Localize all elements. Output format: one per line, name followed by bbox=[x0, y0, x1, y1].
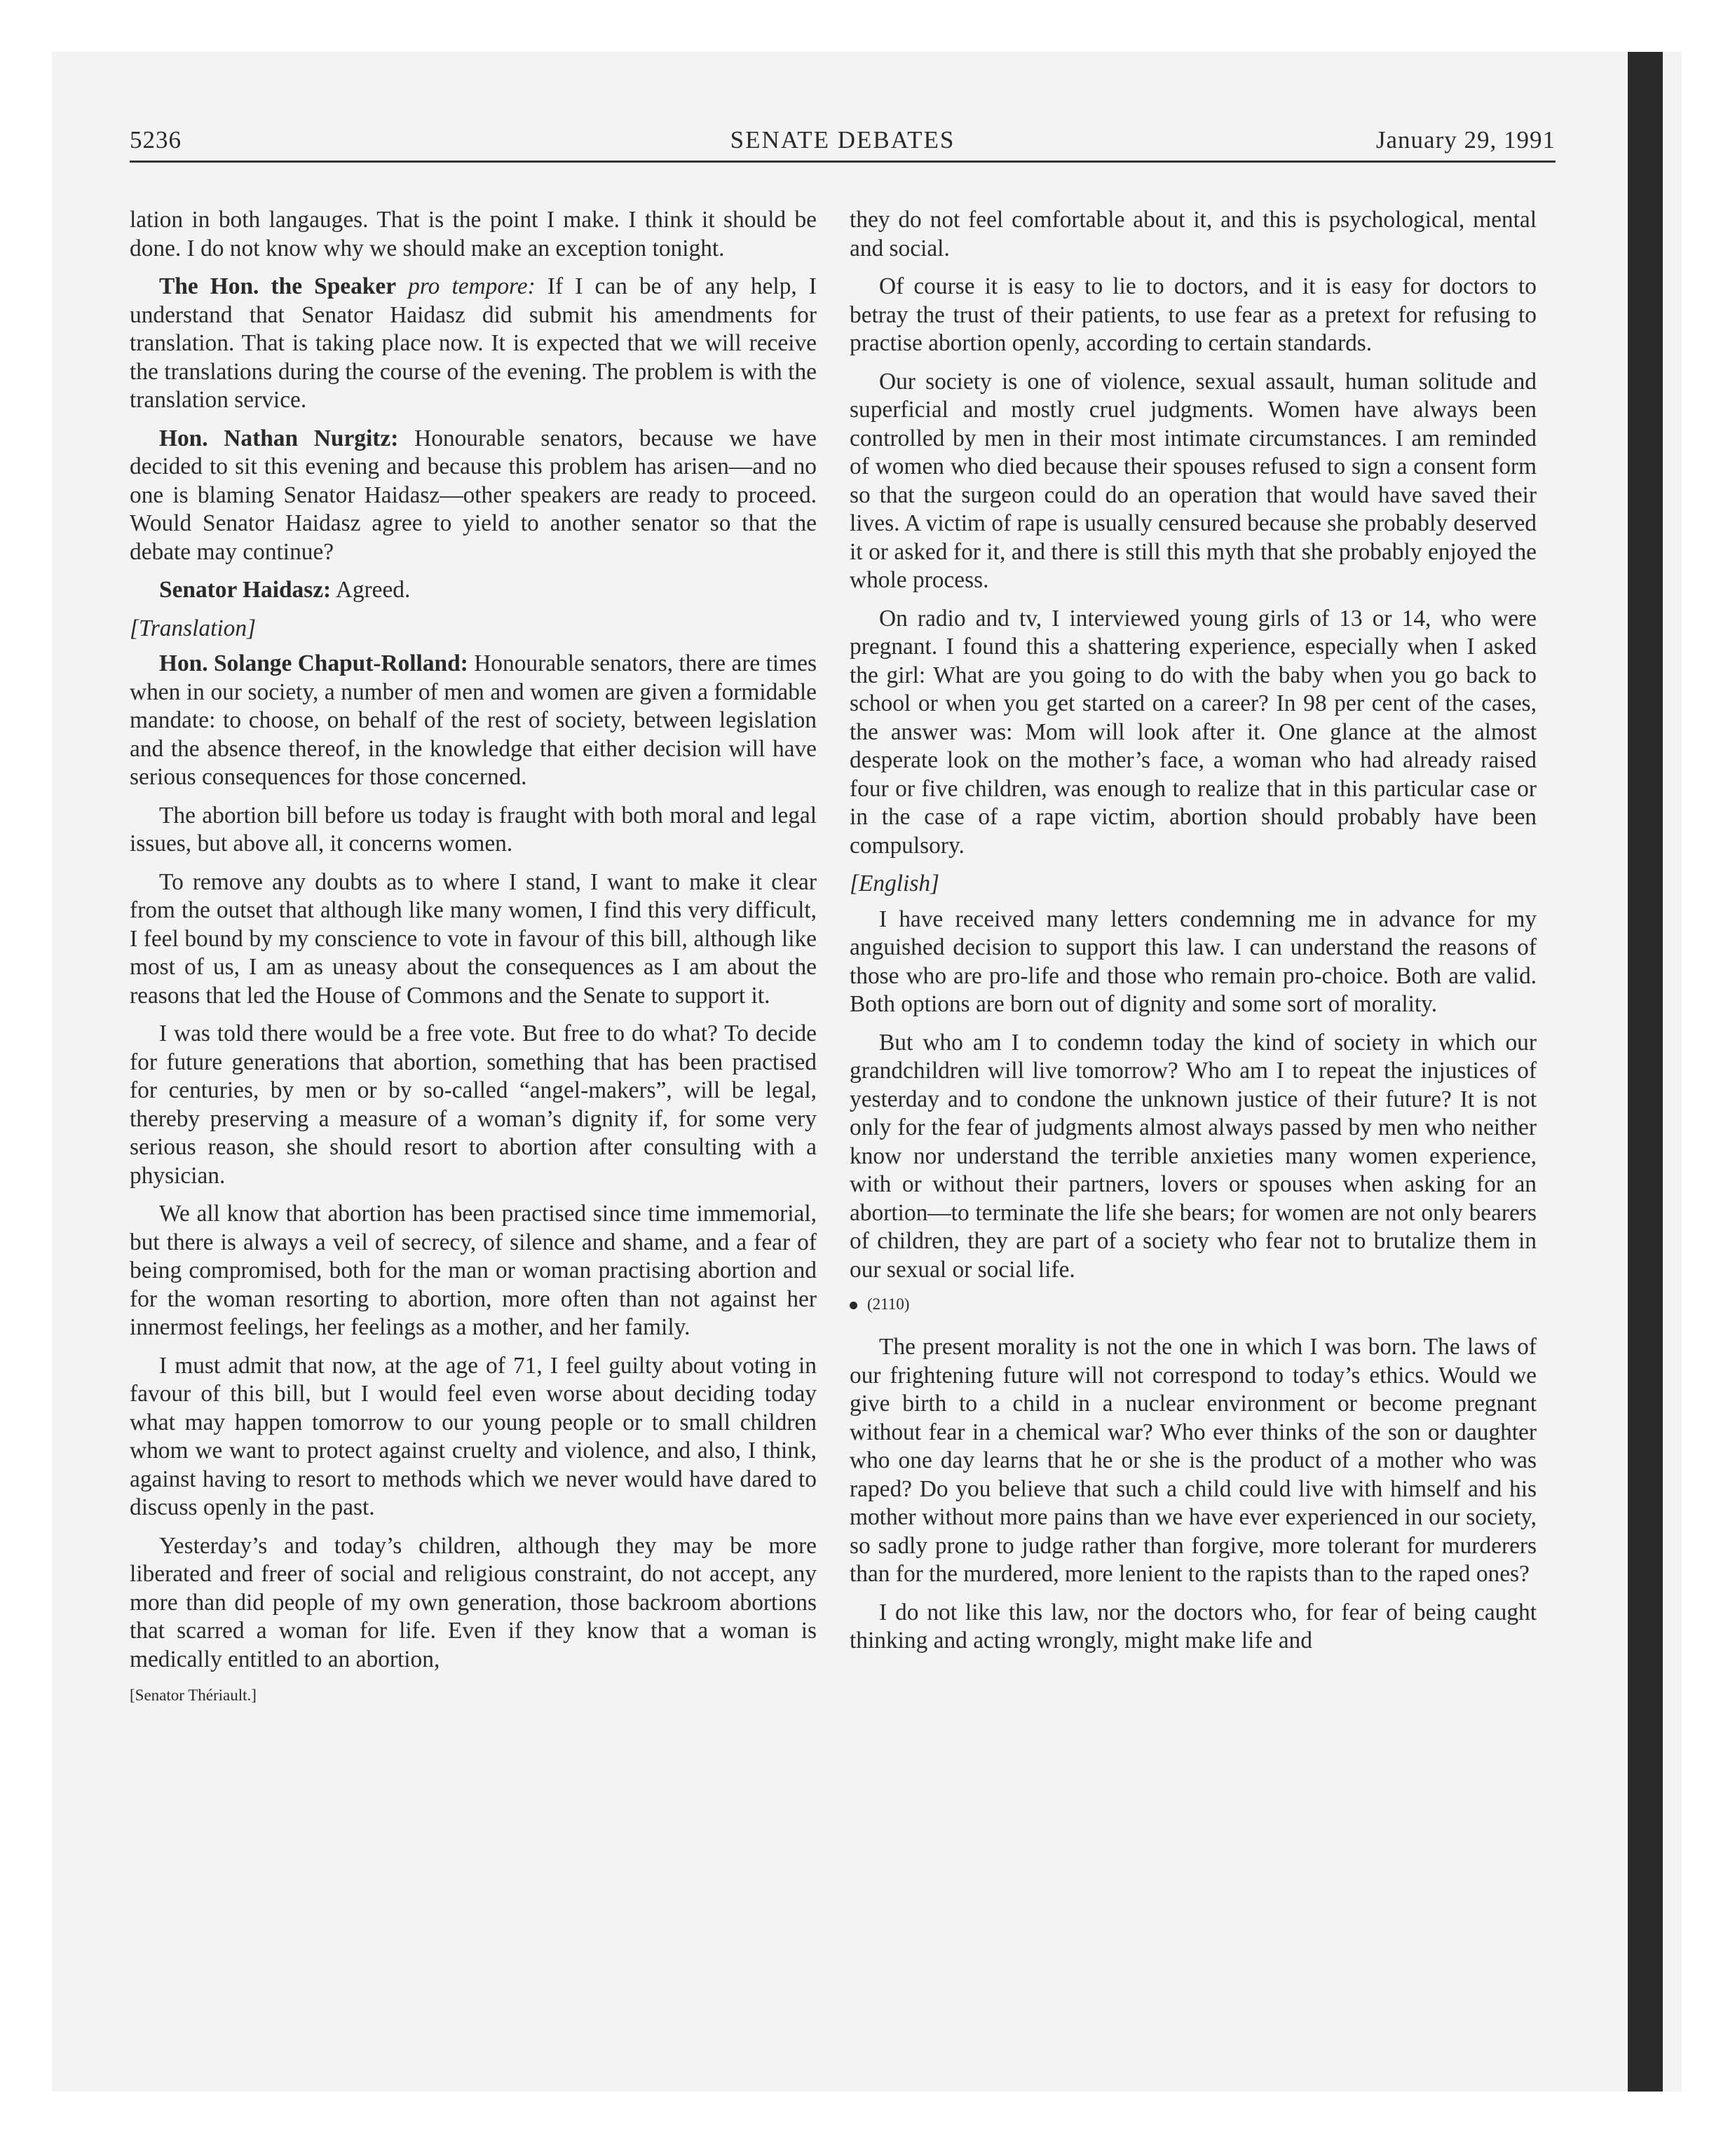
speech-paragraph bbox=[130, 425, 817, 567]
paragraph: The present morality is not the one in which I was born. The laws of our frightening future will not correspond to today’s ethics. Would we give birth to a child in a nuclear environment or become pregnant without fear in a chemical war? Who ever thinks of the son or daughter who one day learns that he or she is the product of a mother who was raped? Do you believe that such a child could live with himself and his mother without more pains than we have ever experienced in our society, so sadly prone to judge rather than forgive, more tolerant for murderers than for the murdered, more lenient to the rapists than to the raped ones? bbox=[850, 1334, 1537, 1587]
scan-border bbox=[1628, 52, 1663, 2092]
speech-paragraph bbox=[130, 650, 817, 792]
speaker-role: pro tempore: bbox=[408, 273, 536, 299]
paragraph: To remove any doubts as to where I stand, I want to make it clear from the outset that although like many women, I find this very difficult, I feel bound by my conscience to vote in favour of this bill, although like most of us, I am as uneasy about the consequences as I am about the reasons that led the House of Commons and the Senate to support it. bbox=[130, 868, 817, 1009]
speech-text: Honourable senators, there are times when in our society, a number of men and women are given a formidable mandate: to choose, on behalf of the rest of society, between legislation and the absence thereof, in the knowledge that either decision will have serious consequences for those concerned. bbox=[130, 650, 817, 790]
speaker-name: Hon. Nathan Nurgitz: bbox=[159, 425, 399, 451]
page-number: 5236 bbox=[130, 126, 182, 153]
speaker-name: Hon. Solange Chaput-Rolland: bbox=[159, 650, 468, 676]
speech-paragraph bbox=[130, 273, 817, 415]
paragraph: I have received many letters condemning me in advance for my anguished decision to support this law. I can understand the reasons of those who are pro-life and those who remain pro-choice. Both are valid. Both options are born out of dignity and some sort of morality. bbox=[850, 906, 1537, 1017]
right-column bbox=[850, 206, 1537, 1665]
paragraph: I was told there would be a free vote. But free to do what? To decide for future generations that abortion, something that has been practised for centuries, by men or by so-called “angel-makers”, will be legal, thereby preserving a measure of a woman’s dignity if, for some very serious reason, she should resort to abortion after consulting with a physician. bbox=[130, 1021, 817, 1189]
paragraph: We all know that abortion has been practised since time immemorial, but there is always a veil of secrecy, of silence and shame, and a fear of being compromised, both for the man or woman practising abortion and for the woman resorting to abortion, more often than not against her innermost feelings, her feelings as a mother, and her family. bbox=[130, 1201, 817, 1340]
paragraph: I must admit that now, at the age of 71, I feel guilty about voting in favour of this bill, but I would feel even worse about deciding today what may happen tomorrow to our young people or to small children whom we want to protect against cruelty and violence, and also, I think, against having to resort to methods which we never would have dared to discuss openly in the past. bbox=[130, 1352, 817, 1520]
speech-text: Agreed. bbox=[335, 577, 411, 603]
header-date: January 29, 1991 bbox=[1375, 126, 1556, 153]
header-rule bbox=[130, 161, 1556, 163]
footnote: [Senator Thériault.] bbox=[130, 1686, 257, 1704]
paragraph: lation in both langauges. That is the point I make. I think it should be done. I do not know why we should make an exception tonight. bbox=[130, 207, 817, 261]
speaker-name: The Hon. the Speaker bbox=[159, 273, 397, 299]
time-marker bbox=[850, 1294, 1537, 1315]
section-label-english: [English] bbox=[850, 871, 940, 896]
time-stamp: (2110) bbox=[867, 1295, 910, 1313]
paragraph: I do not like this law, nor the doctors who, for fear of being caught thinking and acting wrongly, might make life and bbox=[850, 1599, 1537, 1653]
left-column bbox=[130, 206, 817, 1716]
speech-text: If I can be of any help, I understand that Senator Haidasz did submit his amendments for translation. That is taking place now. It is expected that we will receive the translations during the course of the evening. The problem is with the translation service. bbox=[130, 273, 817, 413]
speech-paragraph bbox=[130, 576, 817, 605]
section-label-translation: [Translation] bbox=[130, 615, 257, 641]
paragraph: Our society is one of violence, sexual assault, human solitude and superficial and mostly cruel judgments. Women have always been controlled by men in their most intimate circumstances. I am reminded of women who died because their spouses refused to sign a consent form so that the surgeon could do an operation that would have saved their lives. A victim of rape is usually censured because she probably deserved it or asked for it, and there is still this myth that she probably enjoyed the whole process. bbox=[850, 368, 1537, 593]
page-header bbox=[130, 126, 1556, 164]
paragraph: But who am I to condemn today the kind of society in which our grandchildren will live tomorrow? Who am I to repeat the injustices of yesterday and to condone the unknown justice of their future? It is not only for the fear of judgments almost always passed by men who neither know nor understand the terrible anxieties many women experience, with or without their partners, lovers or spouses when asking for an abortion—to terminate the life she bears; for women are not only bearers of children, they are part of a society who fear not to brutalize them in our sexual or social life. bbox=[850, 1029, 1537, 1283]
paragraph: On radio and tv, I interviewed young girls of 13 or 14, who were pregnant. I found this a shattering experience, especially when I asked the girl: What are you going to do with the baby when you go back to school or when you get started on a career? In 98 per cent of the cases, the answer was: Mom will look after it. One glance at the almost desperate look on the mother’s face, a woman who had already raised four or five children, was enough to realize that in this particular case or in the case of a rape victim, abortion should probably have been compulsory. bbox=[850, 605, 1537, 859]
paragraph: The abortion bill before us today is fraught with both moral and legal issues, but above all, it concerns women. bbox=[130, 802, 817, 857]
journal-title: SENATE DEBATES bbox=[730, 126, 955, 153]
speech-text: Honourable senators, because we have decided to sit this evening and because this problem has arisen—and no one is blaming Senator Haidasz—other speakers are ready to proceed. Would Senator Haidasz agree to yield to another senator so that the debate may continue? bbox=[130, 425, 817, 565]
paragraph: Of course it is easy to lie to doctors, and it is easy for doctors to betray the trust of their patients, to use fear as a pretext for refusing to practise abortion openly, according to certain standards. bbox=[850, 273, 1537, 356]
paragraph: they do not feel comfortable about it, and this is psychological, mental and social. bbox=[850, 207, 1537, 261]
paragraph: Yesterday’s and today’s children, although they may be more liberated and freer of social and religious constraint, do not accept, any more than did people of my own generation, those backroom abortions that scarred a woman for life. Even if they know that a woman is medically entitled to an abortion, bbox=[130, 1532, 817, 1672]
bullet-icon bbox=[850, 1302, 857, 1309]
speaker-name: Senator Haidasz: bbox=[159, 577, 332, 603]
